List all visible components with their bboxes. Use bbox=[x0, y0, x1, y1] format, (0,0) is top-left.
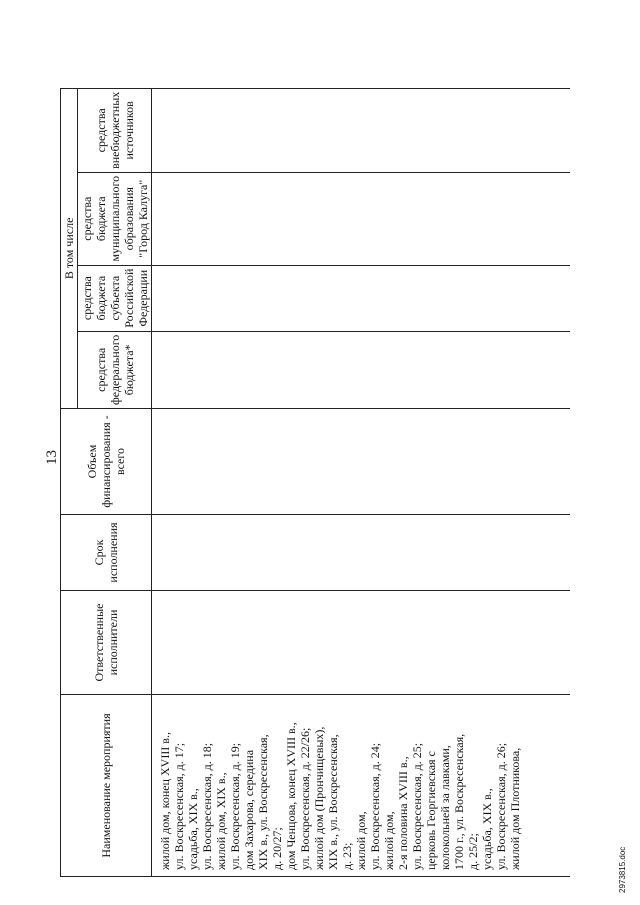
cell-extra bbox=[152, 88, 570, 172]
cell-federal bbox=[152, 331, 570, 408]
cell-municipal bbox=[152, 172, 570, 265]
header-name: Наименование мероприятия bbox=[61, 695, 152, 877]
list-item: жилой дом Плотникова, bbox=[508, 747, 522, 870]
list-item: жилой дом, bbox=[382, 811, 396, 870]
list-item: ул. Воскресенская, д. 19; bbox=[228, 742, 242, 870]
financing-table bbox=[60, 88, 570, 877]
list-item: 1700 г., ул. Воскресенская, bbox=[452, 733, 466, 870]
list-item: ул. Воскресенская, д. 26; bbox=[494, 742, 508, 870]
list-item: д. 25/2; bbox=[466, 833, 480, 870]
header-including: В том числе bbox=[61, 88, 78, 408]
list-item: ул. Воскресенская, д. 17; bbox=[172, 742, 186, 870]
list-item: XIX в., ул. Воскресенская, bbox=[326, 734, 340, 870]
list-item: усадьба, XIX в., bbox=[186, 788, 200, 870]
header-executors: Ответственные исполнители bbox=[61, 591, 152, 695]
header-deadline: Срок исполнения bbox=[61, 515, 152, 591]
list-item: 2-я половина XVIII в., bbox=[396, 756, 410, 870]
cell-regional bbox=[152, 265, 570, 331]
list-item: ул. Воскресенская, д. 24; bbox=[368, 742, 382, 870]
list-item: д. 20/27; bbox=[270, 827, 284, 870]
header-row-top bbox=[61, 88, 78, 876]
list-item: усадьба, XIX в., bbox=[480, 788, 494, 870]
header-federal: средства федерального бюджета* bbox=[78, 331, 152, 408]
cell-deadline bbox=[152, 515, 570, 591]
list-item: ул. Воскресенская, д. 25; bbox=[410, 742, 424, 870]
list-item: церковь Георгиевская с bbox=[424, 751, 438, 870]
page-number: 13 bbox=[44, 450, 60, 465]
cell-total bbox=[152, 409, 570, 515]
header-regional: средства бюджета субъекта Российской Федерации bbox=[78, 265, 152, 331]
header-municipal: средства бюджета муниципального образования "Город Калуга" bbox=[78, 172, 152, 265]
list-item: колокольней за лавками, bbox=[438, 745, 452, 870]
list-item: жилой дом (Прончищевых), bbox=[312, 726, 326, 870]
items-list bbox=[158, 697, 522, 870]
list-item: жилой дом, XIX в., bbox=[214, 772, 228, 870]
list-item: жилой дом, конец XVIII в., bbox=[158, 732, 172, 870]
list-item: дом Ченцова, конец XVIII в., bbox=[284, 722, 298, 870]
list-item: ул. Воскресенская, д. 22/26; bbox=[298, 727, 312, 870]
list-item: д. 23; bbox=[340, 842, 354, 870]
items-cell bbox=[152, 695, 570, 877]
doc-code: 2973815.doc bbox=[618, 846, 627, 893]
cell-executors bbox=[152, 591, 570, 695]
list-item: XIX в., ул. Воскресенская, bbox=[256, 734, 270, 870]
list-item: жилой дом, bbox=[354, 811, 368, 870]
list-item: дом Захарова, середина bbox=[242, 749, 256, 870]
header-extra: средства внебюджетных источников bbox=[78, 88, 152, 172]
table-row bbox=[152, 88, 570, 876]
header-total: Объем финансирования - всего bbox=[61, 409, 152, 515]
list-item: ул. Воскресенская, д. 18; bbox=[200, 742, 214, 870]
